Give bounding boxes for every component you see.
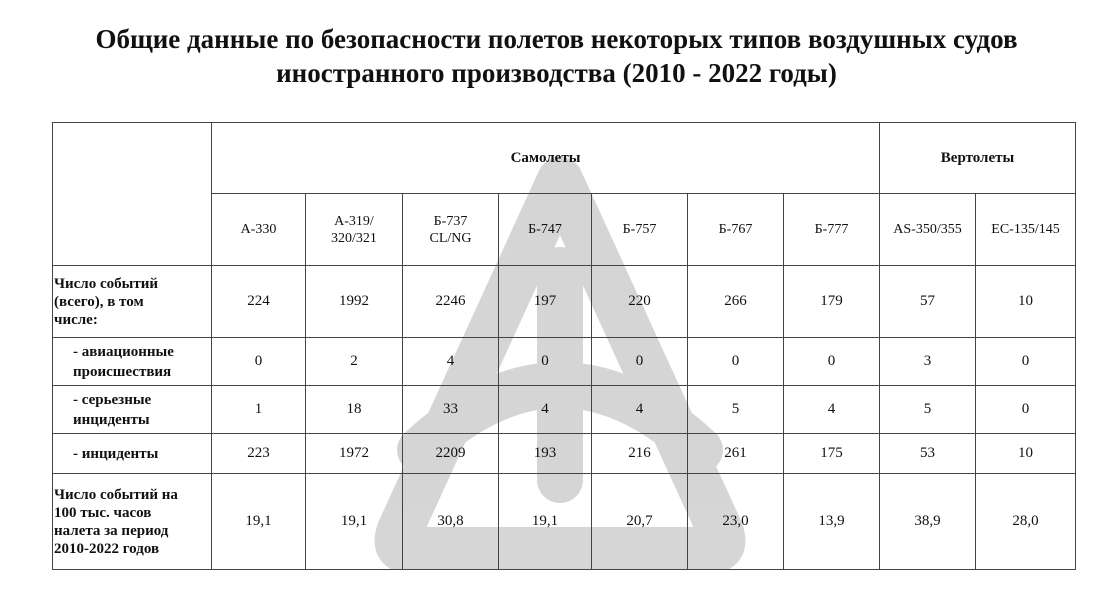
column-header: EC-135/145 [976,194,1076,266]
table-cell: 0 [688,338,784,386]
row-label: - серьезные инциденты [53,386,212,434]
table-cell: 261 [688,434,784,474]
row-label: - авиационные происшествия [53,338,212,386]
table-cell: 223 [212,434,306,474]
row-label: - инциденты [53,434,212,474]
table-row [53,474,1076,570]
table-cell: 1 [212,386,306,434]
table-cell: 30,8 [403,474,499,570]
table-cell: 224 [212,266,306,338]
table-cell: 2246 [403,266,499,338]
table-cell: 3 [880,338,976,386]
table-cell: 19,1 [212,474,306,570]
table-cell: 0 [784,338,880,386]
table-cell: 4 [499,386,592,434]
table-cell: 0 [499,338,592,386]
table-cell: 18 [306,386,403,434]
table-row [53,338,1076,386]
table-cell: 5 [880,386,976,434]
table-cell: 28,0 [976,474,1076,570]
table-cell: 23,0 [688,474,784,570]
table-cell: 197 [499,266,592,338]
table-cell: 19,1 [306,474,403,570]
table-cell: 0 [976,338,1076,386]
group-helicopters: Вертолеты [880,123,1076,194]
group-airplanes: Самолеты [212,123,880,194]
table-cell: 1992 [306,266,403,338]
table-cell: 2 [306,338,403,386]
title-line-1: Общие данные по безопасности полетов некоторых типов воздушных судов [95,24,1018,54]
page-title [0,22,1113,90]
table-cell: 193 [499,434,592,474]
title-line-2: иностранного производства (2010 - 2022 годы) [276,58,837,88]
column-header: AS-350/355 [880,194,976,266]
table-cell: 216 [592,434,688,474]
table-cell: 10 [976,266,1076,338]
table-cell: 2209 [403,434,499,474]
table-cell: 4 [403,338,499,386]
column-header: А-330 [212,194,306,266]
table-cell: 179 [784,266,880,338]
group-header-row [53,123,1076,194]
column-header: Б-757 [592,194,688,266]
row-label: Число событий на 100 тыс. часов налета за период 2010-2022 годов [53,474,212,570]
table-cell: 10 [976,434,1076,474]
table-cell: 38,9 [880,474,976,570]
table-cell: 0 [212,338,306,386]
column-header: Б-737 CL/NG [403,194,499,266]
table-cell: 4 [592,386,688,434]
table-cell: 33 [403,386,499,434]
table-cell: 57 [880,266,976,338]
table-row [53,434,1076,474]
table-cell: 1972 [306,434,403,474]
table-cell: 20,7 [592,474,688,570]
table-cell: 266 [688,266,784,338]
table-cell: 220 [592,266,688,338]
table-row [53,266,1076,338]
table-cell: 5 [688,386,784,434]
table-cell: 19,1 [499,474,592,570]
corner-cell [53,123,212,266]
row-label: Число событий (всего), в том числе: [53,266,212,338]
column-header: Б-777 [784,194,880,266]
table-cell: 4 [784,386,880,434]
table-cell: 175 [784,434,880,474]
column-header: А-319/ 320/321 [306,194,403,266]
table-cell: 13,9 [784,474,880,570]
table-cell: 53 [880,434,976,474]
table-cell: 0 [592,338,688,386]
safety-data-table [52,122,1076,570]
column-header: Б-767 [688,194,784,266]
table-cell: 0 [976,386,1076,434]
table-row [53,386,1076,434]
column-header: Б-747 [499,194,592,266]
